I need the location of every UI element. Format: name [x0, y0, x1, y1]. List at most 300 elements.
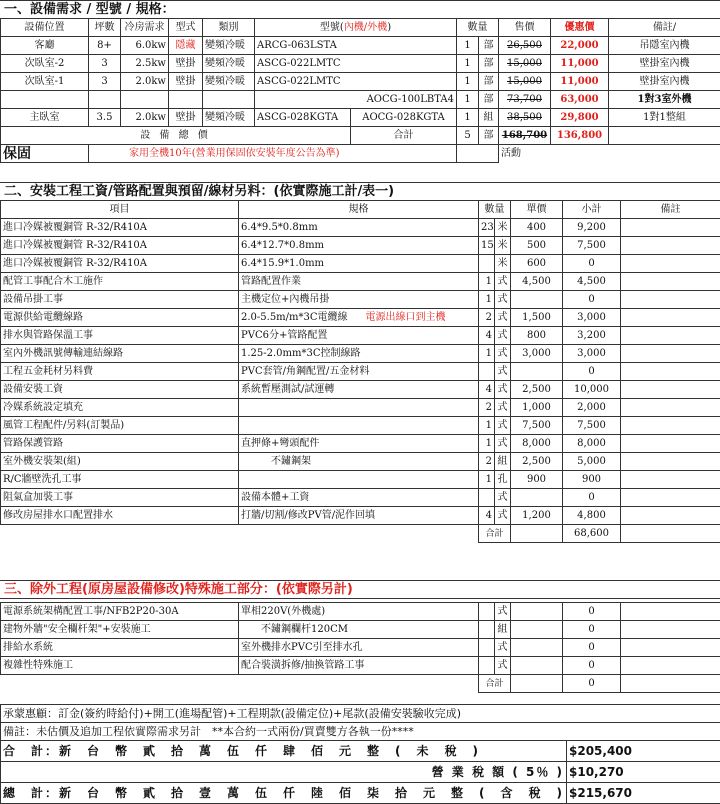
table-row — [1, 91, 720, 109]
table-row — [1, 255, 720, 273]
price-cell — [511, 621, 563, 639]
category-cell: 變頻冷暖 — [203, 55, 255, 73]
spec-text: 不鏽鋼架 — [241, 456, 311, 467]
spec-cell — [239, 327, 479, 345]
header-cell: 優惠價 — [551, 19, 609, 37]
qty-cell — [479, 363, 495, 381]
grand-label: 總 計：新 台 幣 貳 拾 壹 萬 伍 仟 陸 佰 柒 拾 元 整 ( 含 稅 ) — [1, 783, 567, 804]
header-model-text: 型號( — [320, 22, 344, 33]
price-cell — [511, 363, 563, 381]
spec-text: 打牆/切割/修改PV管/泥作回填 — [241, 510, 375, 521]
spec-text: 管路配置作業 — [241, 276, 301, 287]
table-row — [1, 37, 720, 55]
area-cell: 3 — [89, 55, 121, 73]
item-cell: 電源系統架構配置工事/NFB2P20-30A — [1, 603, 239, 621]
qty-cell: 15 — [479, 237, 495, 255]
unit-cell: 式 — [495, 507, 511, 525]
area-cell: 3.5 — [89, 109, 121, 127]
section3-title: 三、除外工程(原房屋設備修改)特殊施工部分：(依實際另計) — [0, 580, 720, 599]
unit-cell: 式 — [495, 417, 511, 435]
note-cell — [621, 291, 720, 309]
category-cell: 變頻冷暖 — [203, 73, 255, 91]
unit-cell: 組 — [495, 453, 511, 471]
subtotal-cell: 0 — [563, 603, 621, 621]
item-cell: 阻氣盒加裝工事 — [1, 489, 239, 507]
table-row — [1, 381, 720, 399]
grand-value: $215,670 — [567, 783, 720, 804]
empty-cell — [511, 675, 563, 693]
unit-cell: 式 — [495, 399, 511, 417]
location-cell: 主臥室 — [1, 109, 89, 127]
item-cell: 風管工程配件/另料(訂製品) — [1, 417, 239, 435]
table-row — [1, 73, 720, 91]
subtotal-cell: 0 — [563, 489, 621, 507]
unit-cell: 米 — [495, 237, 511, 255]
unit-cell: 米 — [495, 255, 511, 273]
spec-text: 6.4*9.5*0.8mm — [241, 222, 318, 233]
note-cell — [621, 381, 720, 399]
type-cell: 壁掛 — [169, 55, 203, 73]
subtotal-cell: 2,000 — [563, 399, 621, 417]
qty-cell: 1 — [479, 345, 495, 363]
discount-cell: 11,000 — [551, 55, 609, 73]
spec-cell — [239, 291, 479, 309]
empty-cell — [239, 675, 479, 693]
spec-cell — [239, 453, 479, 471]
model-cell: ARCG-063LSTA — [255, 37, 457, 55]
spec-cell — [239, 309, 479, 327]
item-cell: 冷媒系統設定填充 — [1, 399, 239, 417]
spec-cell — [239, 381, 479, 399]
unit-cell: 式 — [495, 657, 511, 675]
header-cell: 數量 — [457, 19, 499, 37]
qty-cell: 1 — [457, 55, 479, 73]
note-cell — [621, 639, 720, 657]
table-row — [1, 309, 720, 327]
price-cell: 26,500 — [499, 37, 551, 55]
spec-text: 6.4*12.7*0.8mm — [241, 240, 324, 251]
subtotal-cell: 4,500 — [563, 273, 621, 291]
table-row — [1, 507, 720, 525]
spec-cell — [239, 489, 479, 507]
qty-cell: 1 — [457, 37, 479, 55]
header-cell: 備註/ — [609, 19, 720, 37]
header-cell: 類別 — [203, 19, 255, 37]
header-cell: 單價 — [511, 201, 563, 219]
item-cell: 工程五金耗材另料費 — [1, 363, 239, 381]
warranty-text: 家用全機10年(營業用保固依安裝年度公告為準) — [89, 145, 457, 163]
spec-text: 2.0-5.5m/m*3C電纜線 — [241, 312, 348, 323]
qty-cell — [479, 639, 495, 657]
model-cell: ASCG-028KGTA — [255, 109, 351, 127]
location-cell: 客廳 — [1, 37, 89, 55]
subtotal-cell: 0 — [563, 621, 621, 639]
subtotal-cell: 0 — [563, 639, 621, 657]
qty-cell — [479, 603, 495, 621]
table-row — [1, 399, 720, 417]
footer-table — [0, 704, 720, 804]
subtotal-cell: 5,000 — [563, 453, 621, 471]
table-row — [1, 363, 720, 381]
empty-cell — [89, 91, 121, 109]
note-cell — [621, 489, 720, 507]
installation-table — [0, 200, 720, 543]
unit-cell: 孔 — [495, 471, 511, 489]
unit-cell: 式 — [495, 381, 511, 399]
discount-cell: 29,800 — [551, 109, 609, 127]
item-cell: 排給水系統 — [1, 639, 239, 657]
spec-cell — [239, 417, 479, 435]
sum-label: 合計 — [479, 675, 511, 693]
qty-cell: 1 — [479, 291, 495, 309]
location-cell: 次臥室-1 — [1, 73, 89, 91]
table-row — [1, 471, 720, 489]
table-row — [1, 621, 720, 639]
table-row — [1, 237, 720, 255]
unit-cell: 式 — [495, 435, 511, 453]
header-cell: 備註 — [621, 201, 720, 219]
section2-title: 二、安裝工程工資/管路配置與預留/線材另料：(依實際施工計/表一) — [0, 182, 720, 201]
empty-cell — [457, 145, 499, 163]
price-cell: 15,000 — [499, 73, 551, 91]
price-cell: 2,500 — [511, 381, 563, 399]
section1-title: 一、設備需求 / 型號 / 規格： — [0, 0, 720, 19]
note-cell — [621, 255, 720, 273]
warranty-label: 保固 — [1, 145, 89, 163]
total-price: 168,700 — [499, 127, 551, 145]
empty-cell — [1, 91, 89, 109]
price-cell: 1,200 — [511, 507, 563, 525]
subtotal-cell: 3,200 — [563, 327, 621, 345]
qty-cell: 1 — [479, 273, 495, 291]
type-cell: 隱藏 — [169, 37, 203, 55]
empty-cell — [621, 525, 720, 543]
table-row — [1, 55, 720, 73]
subtotal-cell: 0 — [563, 291, 621, 309]
unit-cell: 式 — [495, 489, 511, 507]
header-cell: 規格 — [239, 201, 479, 219]
note-cell: 1對3室外機 — [609, 91, 720, 109]
header-cell: 設備位置 — [1, 19, 89, 37]
type-cell: 壁掛 — [169, 73, 203, 91]
qty-cell: 4 — [479, 381, 495, 399]
unit-cell: 組 — [479, 109, 499, 127]
table-row — [1, 345, 720, 363]
header-cell: 坪數 — [89, 19, 121, 37]
item-cell: 室外機安裝架(組) — [1, 453, 239, 471]
item-cell: 進口冷媒被覆銅管 R-32/R410A — [1, 255, 239, 273]
total-cell: 68,600 — [563, 525, 621, 543]
spec-text: 系統暫壓測試/試運轉 — [241, 384, 334, 395]
table-row — [1, 201, 720, 219]
subtotal-cell: 3,000 — [563, 345, 621, 363]
spec-text: PVC套管/角鋼配置/五金材料 — [241, 366, 369, 377]
capacity-cell: 2.0kw — [121, 109, 169, 127]
qty-cell: 1 — [479, 471, 495, 489]
item-cell: 管路保護管路 — [1, 435, 239, 453]
total-discount: 136,800 — [551, 127, 609, 145]
total-label: 設 備 總 價 — [1, 127, 351, 145]
note-cell — [621, 273, 720, 291]
qty-cell — [479, 255, 495, 273]
subtotal-cell: 7,500 — [563, 237, 621, 255]
spec-cell — [239, 399, 479, 417]
table-row — [1, 417, 720, 435]
qty-cell: 2 — [479, 399, 495, 417]
note-cell — [621, 507, 720, 525]
item-cell: 設備吊掛工事 — [1, 291, 239, 309]
empty-cell — [1, 675, 239, 693]
unit-cell: 部 — [479, 55, 499, 73]
header-cell: 數量 — [479, 201, 511, 219]
table-row — [1, 145, 720, 163]
header-cell: 冷房需求 — [121, 19, 169, 37]
price-cell: 38,500 — [499, 109, 551, 127]
spec-cell — [239, 363, 479, 381]
unit-cell: 米 — [495, 219, 511, 237]
table-row — [1, 657, 720, 675]
item-cell: 進口冷媒被覆銅管 R-32/R410A — [1, 237, 239, 255]
sum-label: 合 計：新 台 幣 貳 拾 萬 伍 仟 肆 佰 元 整 ( 未 稅 ) — [1, 741, 567, 762]
note-cell: 1對1整組 — [609, 109, 720, 127]
subtotal-cell: 0 — [563, 657, 621, 675]
qty-cell: 1 — [457, 109, 479, 127]
price-cell — [511, 489, 563, 507]
table-row — [1, 219, 720, 237]
area-cell: 8+ — [89, 37, 121, 55]
unit-cell: 部 — [479, 73, 499, 91]
unit-cell: 式 — [495, 309, 511, 327]
table-row — [1, 489, 720, 507]
outdoor-model-cell: AOCG-028KGTA — [351, 109, 457, 127]
price-cell — [511, 657, 563, 675]
qty-cell: 1 — [457, 73, 479, 91]
spec-cell: 配合裝潢拆修/抽換管路工事 — [239, 657, 479, 675]
price-cell: 1,000 — [511, 399, 563, 417]
price-cell: 4,500 — [511, 273, 563, 291]
unit-cell: 式 — [495, 345, 511, 363]
header-model-red: 內機/外機 — [344, 22, 387, 33]
qty-cell: 5 — [457, 127, 479, 145]
table-row — [1, 273, 720, 291]
discount-cell: 11,000 — [551, 73, 609, 91]
note-cell — [621, 417, 720, 435]
spec-cell: 不鏽鋼欄杆120CM — [239, 621, 479, 639]
table-row — [1, 127, 720, 145]
header-cell: 小計 — [563, 201, 621, 219]
spec-cell — [239, 237, 479, 255]
header-cell: 售價 — [499, 19, 551, 37]
unit-cell: 式 — [495, 363, 511, 381]
note-cell — [621, 399, 720, 417]
category-cell: 變頻冷暖 — [203, 109, 255, 127]
empty-cell — [511, 525, 563, 543]
table-row — [1, 453, 720, 471]
note-cell — [621, 603, 720, 621]
spec-cell — [239, 219, 479, 237]
empty-cell — [1, 525, 239, 543]
subtotal-cell: 3,000 — [563, 309, 621, 327]
area-cell: 3 — [89, 73, 121, 91]
note-cell — [621, 219, 720, 237]
item-cell: 電源供給電纜線路 — [1, 309, 239, 327]
empty-cell — [621, 675, 720, 693]
spec-text: 6.4*15.9*1.0mm — [241, 258, 324, 269]
note-cell: 壁掛室內機 — [609, 55, 720, 73]
unit-cell: 部 — [479, 91, 499, 109]
price-cell — [511, 291, 563, 309]
note-cell — [621, 471, 720, 489]
note-cell — [621, 657, 720, 675]
empty-cell — [169, 91, 203, 109]
note-cell — [621, 435, 720, 453]
note-cell — [621, 345, 720, 363]
capacity-cell: 6.0kw — [121, 37, 169, 55]
qty-cell: 4 — [479, 327, 495, 345]
header-cell: 項目 — [1, 201, 239, 219]
item-cell: 建物外牆"安全欄杆架"+安裝施工 — [1, 621, 239, 639]
spec-cell — [239, 471, 479, 489]
table-row — [1, 435, 720, 453]
item-cell: R/C牆壁洗孔工事 — [1, 471, 239, 489]
outdoor-model-cell: AOCG-100LBTA4 — [255, 91, 457, 109]
note-cell — [621, 363, 720, 381]
capacity-cell: 2.5kw — [121, 55, 169, 73]
note-cell — [621, 621, 720, 639]
note-cell — [621, 309, 720, 327]
subtotal-cell: 7,500 — [563, 417, 621, 435]
spec-text: 1.25-2.0mm*3C控制線路 — [241, 348, 361, 359]
spec-text: 主機定位+內機吊掛 — [241, 294, 329, 305]
qty-cell — [479, 657, 495, 675]
price-cell: 15,000 — [499, 55, 551, 73]
qty-cell: 1 — [479, 435, 495, 453]
unit-cell: 式 — [495, 327, 511, 345]
subtotal-cell: 900 — [563, 471, 621, 489]
price-cell — [511, 603, 563, 621]
price-cell: 800 — [511, 327, 563, 345]
item-cell: 排水與管路保溫工事 — [1, 327, 239, 345]
empty-cell — [203, 91, 255, 109]
price-cell: 600 — [511, 255, 563, 273]
price-cell: 1,500 — [511, 309, 563, 327]
qty-cell: 4 — [479, 507, 495, 525]
subtotal-cell: 9,200 — [563, 219, 621, 237]
price-cell: 7,500 — [511, 417, 563, 435]
qty-cell: 1 — [479, 417, 495, 435]
model-cell: ASCG-022LMTC — [255, 55, 457, 73]
item-cell: 配管工事配合木工施作 — [1, 273, 239, 291]
unit-cell: 式 — [495, 603, 511, 621]
note-cell — [621, 327, 720, 345]
remark: 備註：未估價及追加工程依實際需求另計 **本合約一式兩份/買賣雙方各執一份**** — [1, 723, 720, 741]
table-row — [1, 603, 720, 621]
item-cell: 設備安裝工資 — [1, 381, 239, 399]
spec-cell — [239, 255, 479, 273]
price-cell: 500 — [511, 237, 563, 255]
qty-cell: 23 — [479, 219, 495, 237]
empty-cell — [239, 525, 479, 543]
table-row — [1, 109, 720, 127]
table-row — [1, 525, 720, 543]
equipment-table — [0, 18, 720, 163]
table-row — [1, 327, 720, 345]
capacity-cell: 2.0kw — [121, 73, 169, 91]
table-row — [1, 291, 720, 309]
total-cell: 0 — [563, 675, 621, 693]
model-cell: ASCG-022LMTC — [255, 73, 457, 91]
tax-label: 營 業 稅 額 ( 5％ ) — [1, 762, 567, 783]
unit-cell: 式 — [495, 291, 511, 309]
table-row — [1, 675, 720, 693]
qty-cell: 2 — [479, 453, 495, 471]
discount-cell: 22,000 — [551, 37, 609, 55]
qty-cell: 2 — [479, 309, 495, 327]
item-cell: 複雜性特殊施工 — [1, 657, 239, 675]
unit-cell: 式 — [495, 639, 511, 657]
item-cell: 進口冷媒被覆銅管 R-32/R410A — [1, 219, 239, 237]
qty-cell — [479, 621, 495, 639]
type-cell: 壁掛 — [169, 109, 203, 127]
unit-cell: 部 — [479, 127, 499, 145]
item-cell: 修改房屋排水口配置排水 — [1, 507, 239, 525]
price-cell: 73,700 — [499, 91, 551, 109]
subtotal-cell: 0 — [563, 363, 621, 381]
spec-cell: 室外機排水PVC引至排水孔 — [239, 639, 479, 657]
subtotal-cell: 10,000 — [563, 381, 621, 399]
spec-cell — [239, 345, 479, 363]
spec-note: 電源出線口到主機 — [366, 312, 446, 323]
spec-cell — [239, 273, 479, 291]
header-cell: 型式 — [169, 19, 203, 37]
item-cell: 室內外機訊號傳輸連結線路 — [1, 345, 239, 363]
empty-cell — [609, 127, 720, 145]
subtotal-cell: 0 — [563, 255, 621, 273]
sum-label: 合計 — [479, 525, 511, 543]
sum-label: 合計 — [351, 127, 457, 145]
note-cell: 吊隱室內機 — [609, 37, 720, 55]
payment-terms: 承蒙惠顧：訂金(簽約時給付)+開工(進場配管)+工程期款(設備定位)+尾款(設備安裝驗收完成) — [1, 705, 720, 723]
unit-cell: 式 — [495, 273, 511, 291]
price-cell: 400 — [511, 219, 563, 237]
spec-cell — [239, 435, 479, 453]
note-cell — [621, 237, 720, 255]
table-row — [1, 639, 720, 657]
header-model — [255, 19, 457, 37]
activity-label: 活動 — [499, 145, 720, 163]
price-cell — [511, 639, 563, 657]
spec-cell — [239, 507, 479, 525]
subtotal-cell: 8,000 — [563, 435, 621, 453]
price-cell: 8,000 — [511, 435, 563, 453]
unit-cell: 部 — [479, 37, 499, 55]
note-cell: 壁掛室內機 — [609, 73, 720, 91]
spec-cell: 單相220V(外機處) — [239, 603, 479, 621]
category-cell: 變頻冷暖 — [203, 37, 255, 55]
discount-cell: 63,000 — [551, 91, 609, 109]
spec-text: PVC6分+管路配置 — [241, 330, 327, 341]
header-row — [1, 19, 720, 37]
qty-cell: 1 — [457, 91, 479, 109]
sum-value: $205,400 — [567, 741, 720, 762]
tax-value: $10,270 — [567, 762, 720, 783]
subtotal-cell: 4,800 — [563, 507, 621, 525]
unit-cell: 組 — [495, 621, 511, 639]
price-cell: 900 — [511, 471, 563, 489]
location-cell: 次臥室-2 — [1, 55, 89, 73]
price-cell: 2,500 — [511, 453, 563, 471]
header-model-text-end: ) — [387, 22, 391, 33]
